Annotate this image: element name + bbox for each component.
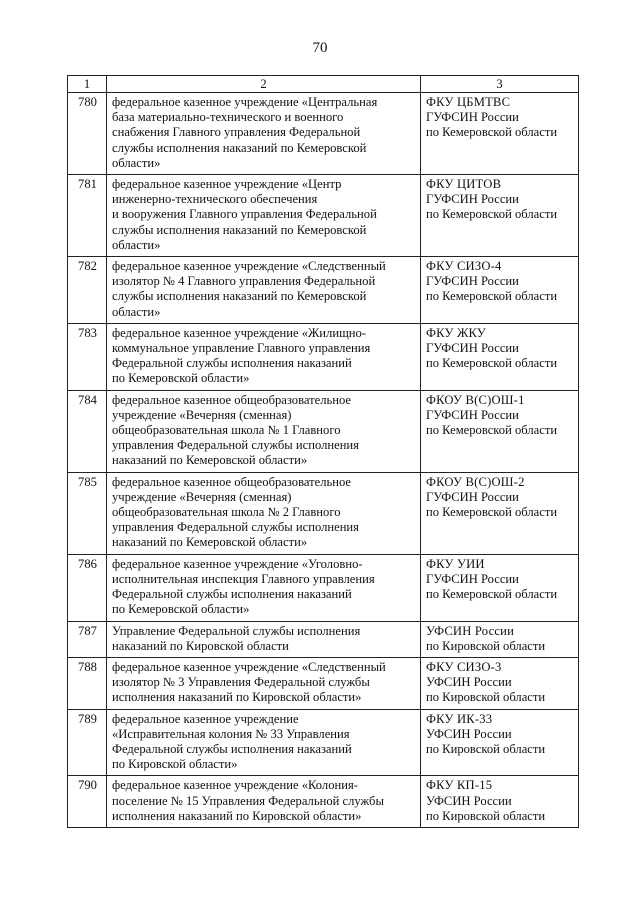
table-row xyxy=(68,93,579,175)
institution-name xyxy=(107,554,421,621)
institution-abbreviation xyxy=(421,621,579,657)
table-row xyxy=(68,257,579,324)
institution-abbreviation-line: УФСИН России xyxy=(426,726,512,741)
row-number: 789 xyxy=(68,709,107,776)
table-row xyxy=(68,323,579,390)
institution-name-line: федеральное казенное общеобразовательное xyxy=(112,474,352,489)
institution-name-line: по Кемеровской области» xyxy=(112,602,250,617)
institution-name-line: наказаний по Кемеровской области» xyxy=(112,535,308,550)
institution-name-line: Федеральной службы исполнения наказаний xyxy=(112,587,352,602)
table-row xyxy=(68,776,579,828)
row-number: 784 xyxy=(68,390,107,472)
table-row xyxy=(68,472,579,554)
institution-name-line: исполнения наказаний по Кировской области» xyxy=(112,690,362,705)
institution-abbreviation-line: ФКУ КП-15 xyxy=(426,778,493,793)
institution-abbreviation-line: по Кемеровской области xyxy=(426,423,558,438)
institutions-table xyxy=(67,75,579,828)
institution-name-line: исполнения наказаний по Кировской области» xyxy=(112,808,362,823)
institution-name-line: службы исполнения наказаний по Кемеровской xyxy=(112,140,367,155)
row-number: 783 xyxy=(68,323,107,390)
institution-name-line: федеральное казенное учреждение «Жилищно- xyxy=(112,325,366,340)
institution-name-line: и вооружения Главного управления Федеральной xyxy=(112,207,377,222)
institution-abbreviation xyxy=(421,554,579,621)
institution-abbreviation-line: ГУФСИН России xyxy=(426,341,519,356)
institution-name-line: федеральное казенное учреждение «Уголовно- xyxy=(112,556,363,571)
institution-name-line: наказаний по Кемеровской области» xyxy=(112,453,308,468)
institution-name-line: службы исполнения наказаний по Кемеровской xyxy=(112,222,367,237)
institution-name-line: федеральное казенное учреждение «Центр xyxy=(112,177,342,192)
institution-name-line: общеобразовательная школа № 1 Главного xyxy=(112,423,341,438)
institution-name-line: Федеральной службы исполнения наказаний xyxy=(112,356,352,371)
institution-abbreviation-line: ФКУ ЦБМТВС xyxy=(426,95,511,109)
table-body xyxy=(68,93,579,828)
column-header-name: 2 xyxy=(107,76,421,93)
row-number: 781 xyxy=(68,175,107,257)
institution-abbreviation xyxy=(421,776,579,828)
institution-abbreviation-line: УФСИН России xyxy=(426,675,512,690)
institution-name-line: инженерно-технического обеспечения xyxy=(112,192,318,207)
institution-name-line: Управление Федеральной службы исполнения xyxy=(112,623,361,638)
institution-name xyxy=(107,323,421,390)
institution-abbreviation xyxy=(421,657,579,709)
institution-name-line: исполнительная инспекция Главного управления xyxy=(112,571,375,586)
institution-name xyxy=(107,657,421,709)
institution-abbreviation-line: по Кемеровской области xyxy=(426,356,558,371)
institution-name-line: общеобразовательная школа № 2 Главного xyxy=(112,505,341,520)
table-row xyxy=(68,175,579,257)
institution-name-line: база материально-технического и военного xyxy=(112,110,344,125)
institution-abbreviation-line: УФСИН России xyxy=(426,623,515,638)
institution-abbreviation-line: ФКУ ИК-33 xyxy=(426,711,493,726)
institution-abbreviation-line: по Кировской области xyxy=(426,638,546,653)
institution-abbreviation-line: по Кемеровской области xyxy=(426,207,558,222)
institution-name-line: поселение № 15 Управления Федеральной службы xyxy=(112,793,384,808)
row-number: 790 xyxy=(68,776,107,828)
institution-abbreviation xyxy=(421,257,579,324)
institution-abbreviation-line: ФКУ ЦИТОВ xyxy=(426,177,502,192)
institution-abbreviation-line: по Кировской области xyxy=(426,741,546,756)
institution-abbreviation xyxy=(421,390,579,472)
table-header-row xyxy=(68,76,579,93)
institution-name xyxy=(107,709,421,776)
institution-abbreviation-line: ГУФСИН России xyxy=(426,274,519,289)
institution-abbreviation-line: ГУФСИН России xyxy=(426,407,519,422)
institution-name-line: федеральное казенное учреждение «Следственный xyxy=(112,659,386,674)
row-number: 785 xyxy=(68,472,107,554)
page-number: 70 xyxy=(312,40,328,56)
institution-name-line: «Исправительная колония № 33 Управления xyxy=(112,726,350,741)
institution-name-line: изолятор № 3 Управления Федеральной службы xyxy=(112,675,370,690)
institution-abbreviation-line: ФКУ СИЗО-3 xyxy=(426,659,502,674)
institution-name-line: области» xyxy=(112,304,161,319)
institution-abbreviation xyxy=(421,472,579,554)
institution-name xyxy=(107,390,421,472)
institution-abbreviation-line: по Кемеровской области xyxy=(426,289,558,304)
institution-name-line: снабжения Главного управления Федеральной xyxy=(112,125,361,140)
column-header-abbreviation: 3 xyxy=(421,76,579,93)
institution-abbreviation-line: по Кировской области xyxy=(426,690,546,705)
row-number: 780 xyxy=(68,93,107,175)
column-header-number: 1 xyxy=(68,76,107,93)
institution-abbreviation xyxy=(421,175,579,257)
row-number: 786 xyxy=(68,554,107,621)
institution-name-line: области» xyxy=(112,155,161,170)
institution-abbreviation-line: по Кемеровской области xyxy=(426,505,558,520)
institution-name-line: федеральное казенное учреждение «Колония- xyxy=(112,778,358,793)
institution-name-line: федеральное казенное учреждение xyxy=(112,711,299,726)
institution-name-line: службы исполнения наказаний по Кемеровской xyxy=(112,289,367,304)
table-row xyxy=(68,709,579,776)
institution-name xyxy=(107,257,421,324)
institution-name-line: области» xyxy=(112,237,161,252)
institution-abbreviation-line: по Кемеровской области xyxy=(426,587,558,602)
institution-name-line: управления Федеральной службы исполнения xyxy=(112,438,359,453)
institution-abbreviation-line: ГУФСИН России xyxy=(426,489,519,504)
institution-name-line: наказаний по Кировской области xyxy=(112,638,289,653)
institution-name xyxy=(107,175,421,257)
table-row xyxy=(68,621,579,657)
institution-name-line: учреждение «Вечерняя (сменная) xyxy=(112,489,292,504)
institution-name-line: управления Федеральной службы исполнения xyxy=(112,520,359,535)
institution-abbreviation-line: ФКУ УИИ xyxy=(426,556,485,571)
institution-name xyxy=(107,621,421,657)
institution-abbreviation xyxy=(421,323,579,390)
institution-name-line: по Кировской области» xyxy=(112,757,238,772)
institution-name-line: по Кемеровской области» xyxy=(112,371,250,386)
institution-name xyxy=(107,472,421,554)
institution-name-line: федеральное казенное учреждение «Следственный xyxy=(112,259,386,274)
institution-name-line: Федеральной службы исполнения наказаний xyxy=(112,741,352,756)
institution-name-line: изолятор № 4 Главного управления Федеральной xyxy=(112,274,376,289)
row-number: 787 xyxy=(68,621,107,657)
institution-name-line: учреждение «Вечерняя (сменная) xyxy=(112,407,292,422)
institution-abbreviation-line: ГУФСИН России xyxy=(426,571,519,586)
institution-name-line: федеральное казенное общеобразовательное xyxy=(112,392,352,407)
institution-name xyxy=(107,93,421,175)
institution-abbreviation-line: ФКУ СИЗО-4 xyxy=(426,259,502,274)
institution-abbreviation-line: ФКОУ В(С)ОШ-2 xyxy=(426,474,525,489)
institution-abbreviation-line: ФКОУ В(С)ОШ-1 xyxy=(426,392,525,407)
institution-abbreviation-line: ФКУ ЖКУ xyxy=(426,325,486,340)
row-number: 782 xyxy=(68,257,107,324)
row-number: 788 xyxy=(68,657,107,709)
institution-name xyxy=(107,776,421,828)
table-row xyxy=(68,657,579,709)
table-row xyxy=(68,390,579,472)
institution-abbreviation-line: ГУФСИН России xyxy=(426,192,519,207)
institution-name-line: федеральное казенное учреждение «Центральная xyxy=(112,95,378,109)
institution-abbreviation-line: ГУФСИН России xyxy=(426,110,519,125)
institution-abbreviation-line: УФСИН России xyxy=(426,793,512,808)
institution-name-line: коммунальное управление Главного управления xyxy=(112,341,371,356)
institution-abbreviation xyxy=(421,709,579,776)
institution-abbreviation-line: по Кировской области xyxy=(426,808,546,823)
table-row xyxy=(68,554,579,621)
institution-abbreviation-line: по Кемеровской области xyxy=(426,125,558,140)
institution-abbreviation xyxy=(421,93,579,175)
